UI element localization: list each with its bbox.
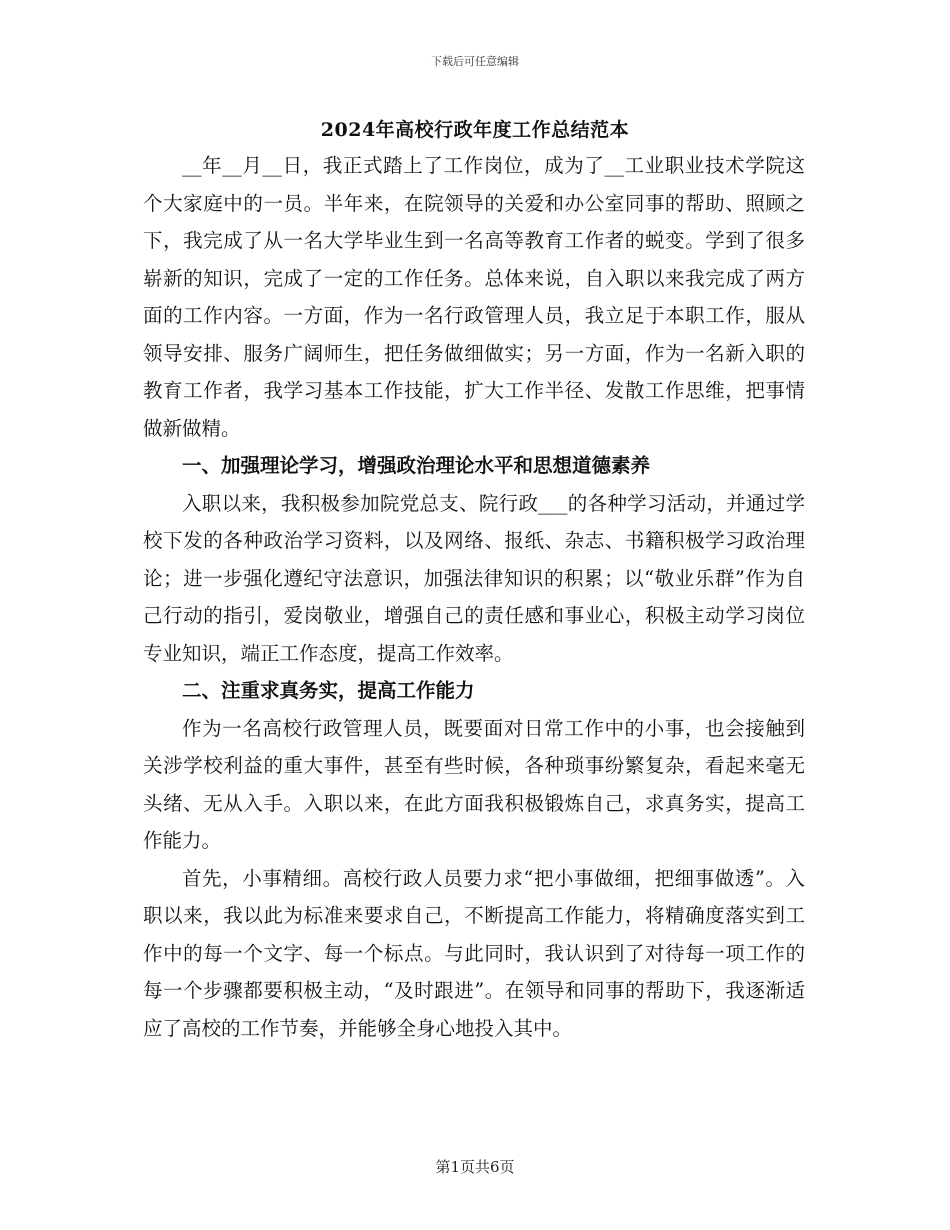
section-2-paragraph-2: 首先，小事精细。高校行政人员要力求“把小事做细，把细事做透”。入职以来，我以此为标准来要求自己，不断提高工作能力，将精确度落实到工作中的每一个文字、每一个标点。与此同时，我认识到了对待每一项工作的每一个步骤都要积极主动，“及时跟进”。在领导和同事的帮助下，我逐渐适应了高校的工作节奏，并能够全身心地投入其中。 [143, 866, 805, 1040]
page-header: 下载后可任意编辑 [431, 55, 519, 68]
page-number: 第1页共6页 [435, 1158, 515, 1176]
document-title: 2024年高校行政年度工作总结范本 [320, 119, 630, 141]
section-heading-2: 二、注重求真务实，提高工作能力 [182, 679, 475, 702]
section-1-paragraph: 入职以来，我积极参加院党总支、院行政___的各种学习活动，并通过学校下发的各种政治学习资料，以及网络、报纸、杂志、书籍积极学习政治理论；进一步强化遵纪守法意识，加强法律知识的积累；以“敬业乐群”作为自己行动的指引，爱岗敬业，增强自己的责任感和事业心，积极主动学习岗位专业知识，端正工作态度，提高工作效率。 [143, 491, 805, 665]
intro-paragraph: __年__月__日，我正式踏上了工作岗位，成为了__工业职业技术学院这个大家庭中的一员。半年来，在院领导的关爱和办公室同事的帮助、照顾之下，我完成了从一名大学毕业生到一名高等教育工作者的蜕变。学到了很多崭新的知识，完成了一定的工作任务。总体来说，自入职以来我完成了两方面的工作内容。一方面，作为一名行政管理人员，我立足于本职工作，服从领导安排、服务广阔师生，把任务做细做实；另一方面，作为一名新入职的教育工作者，我学习基本工作技能，扩大工作半径、发散工作思维，把事情做新做精。 [143, 154, 805, 440]
document-body [143, 147, 805, 1047]
section-2-paragraph-1: 作为一名高校行政管理人员，既要面对日常工作中的小事，也会接触到关涉学校利益的重大事件，甚至有些时候，各种琐事纷繁复杂，看起来毫无头绪、无从入手。入职以来，在此方面我积极锻炼自己，求真务实，提高工作能力。 [143, 716, 805, 852]
section-heading-1: 一、加强理论学习，增强政治理论水平和思想道德素养 [182, 454, 651, 477]
